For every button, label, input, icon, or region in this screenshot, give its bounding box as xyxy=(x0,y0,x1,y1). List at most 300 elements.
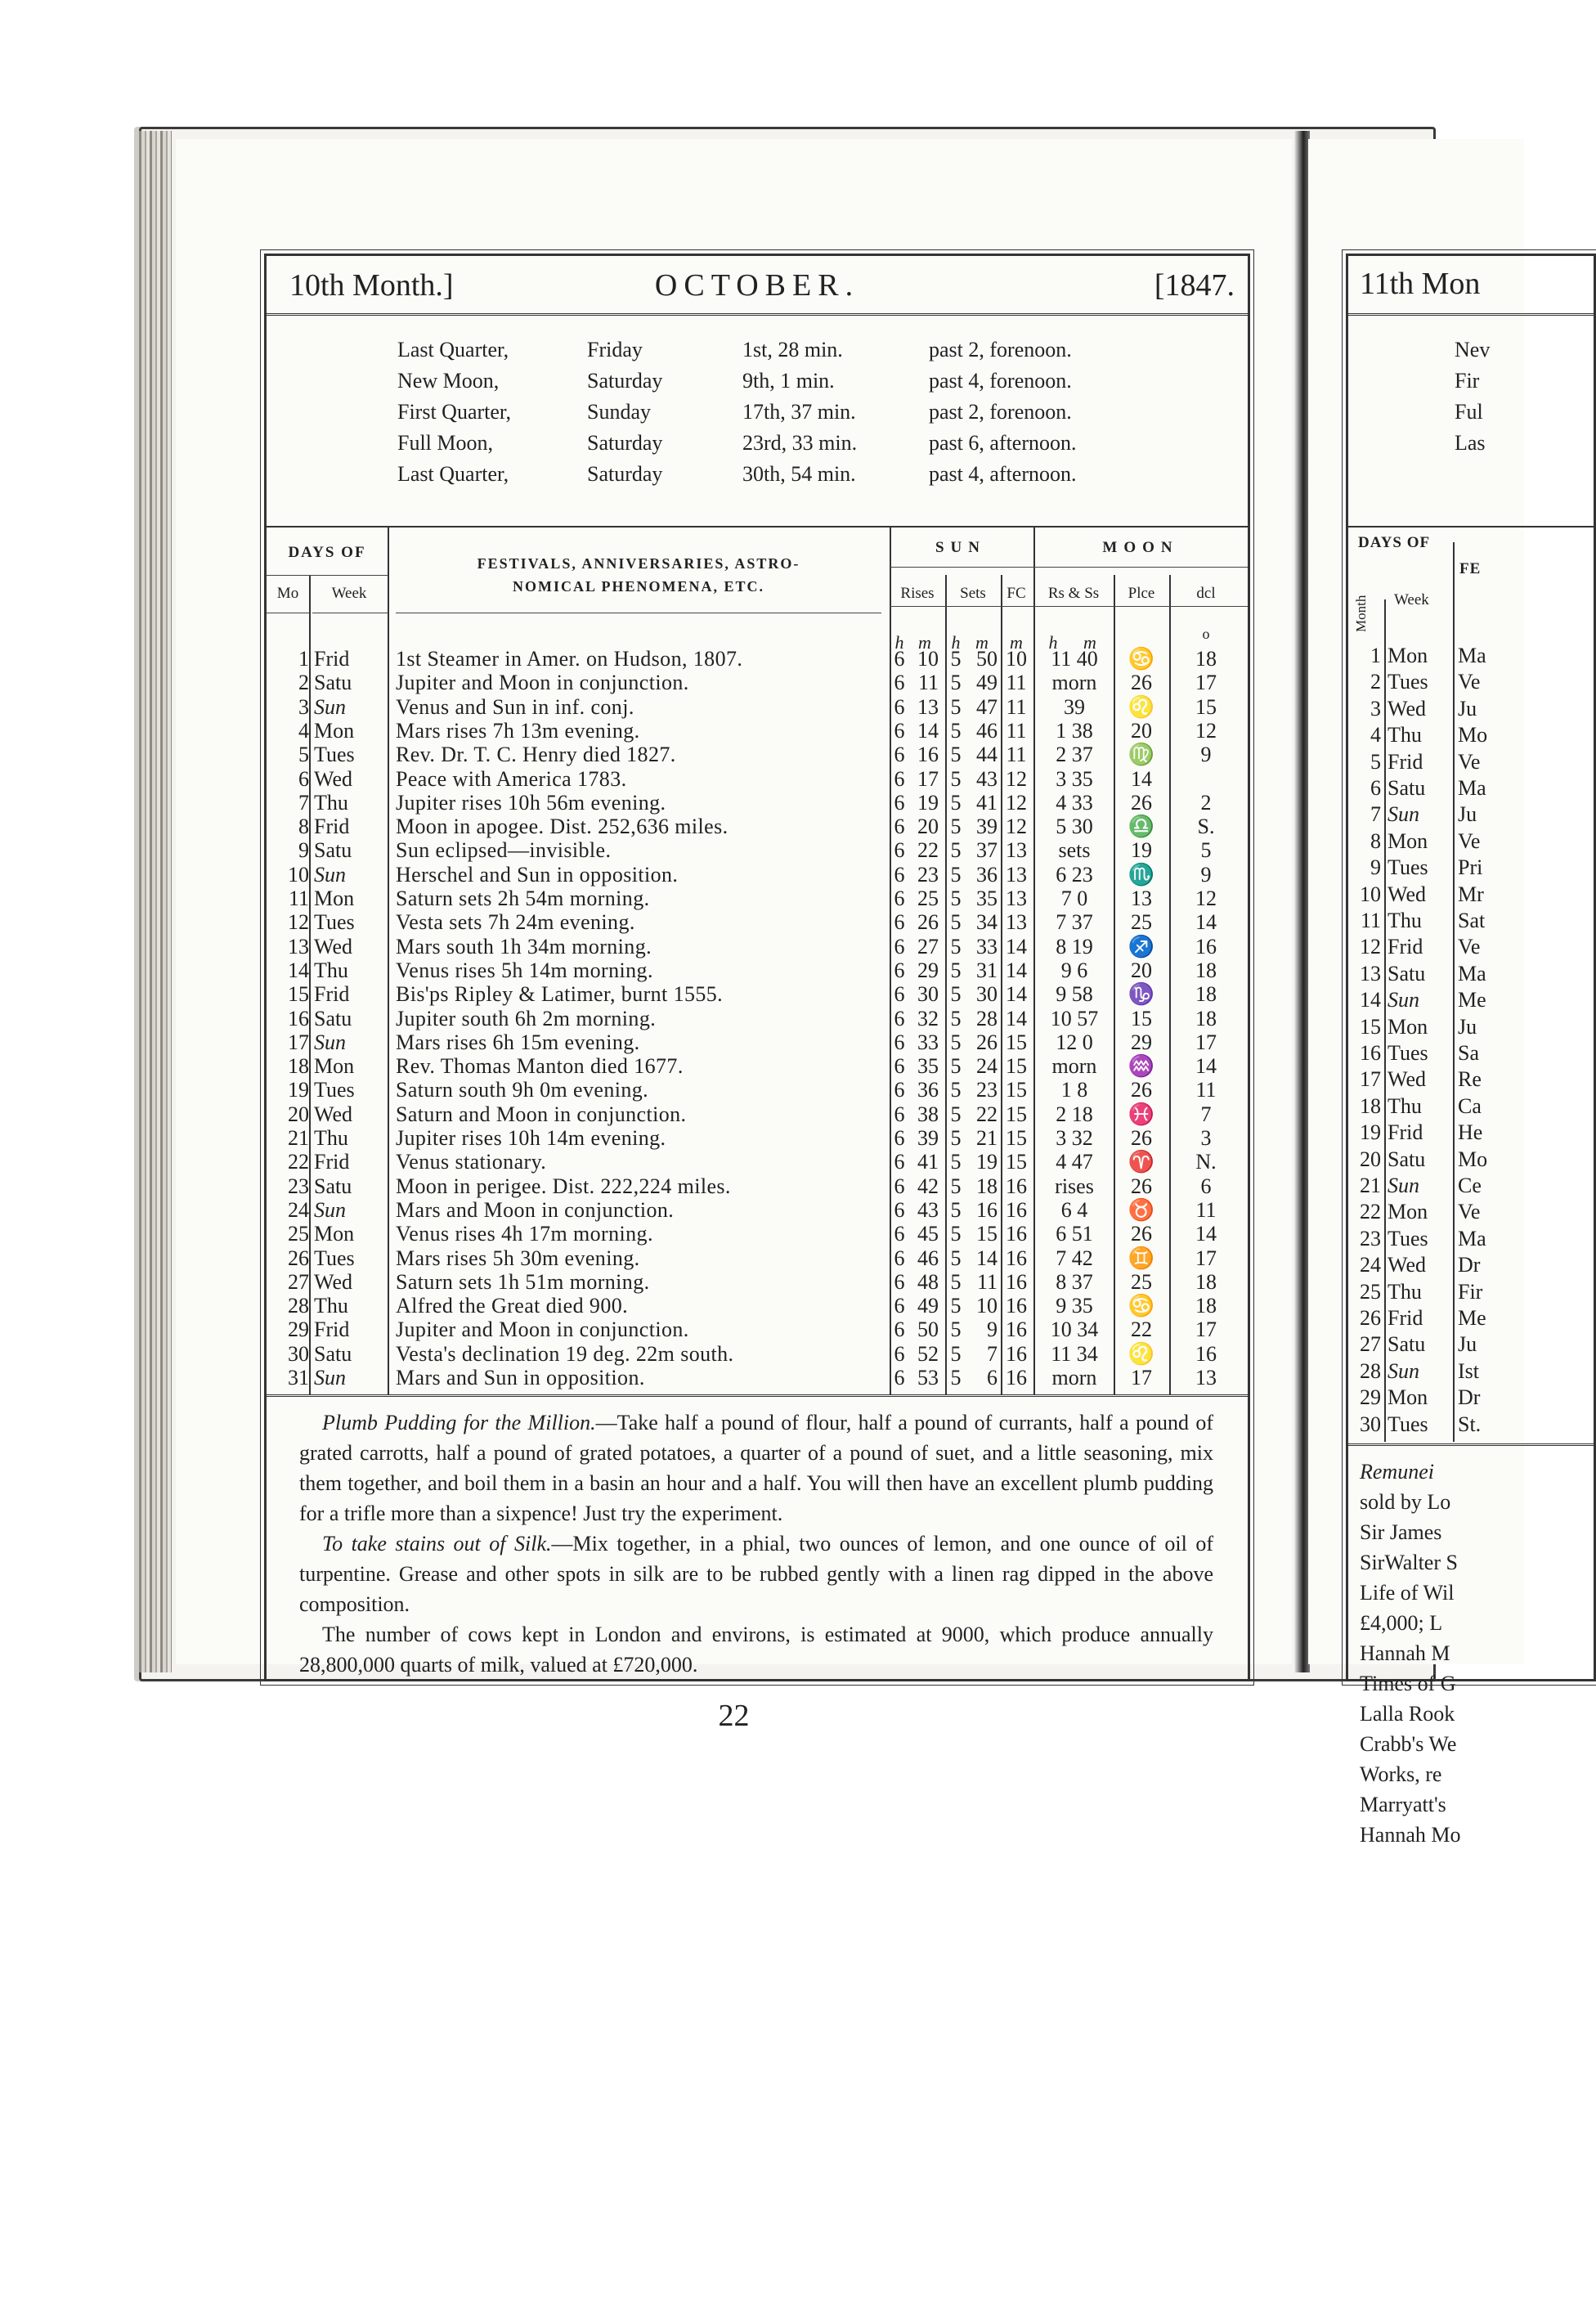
table-row xyxy=(267,716,1248,743)
next-bottom-line: Hannah M xyxy=(1360,1641,1450,1665)
sun-rise-hour: 6 xyxy=(894,1174,905,1198)
sun-set-minute: 47 xyxy=(976,694,998,719)
next-day-number: 22 xyxy=(1360,1200,1381,1224)
table-row xyxy=(267,1003,1248,1028)
day-of-month: 23 xyxy=(288,1174,309,1198)
sun-rise-minute: 49 xyxy=(917,1294,939,1318)
sun-rise-minute: 52 xyxy=(917,1341,939,1366)
moon-place: ♉ xyxy=(1128,1197,1155,1222)
fc-value: 14 xyxy=(1006,934,1027,958)
sun-rise-hour: 6 xyxy=(894,1078,905,1102)
moon-rise-set: 8 37 xyxy=(1056,1269,1093,1294)
moon-rise-set: 9 58 xyxy=(1056,982,1093,1007)
event-text: Mars and Moon in conjunction. xyxy=(396,1197,675,1222)
phase-time: past 4, forenoon. xyxy=(929,369,1072,393)
next-day-number: 7 xyxy=(1370,802,1381,827)
next-event-text: Ve xyxy=(1458,749,1481,774)
day-of-week: Mon xyxy=(314,887,355,910)
next-moon-phases xyxy=(1455,334,1490,459)
sun-set-hour: 5 xyxy=(950,1341,962,1366)
next-event-text: He xyxy=(1458,1120,1483,1145)
table-row xyxy=(267,979,1248,1007)
next-day-number: 26 xyxy=(1360,1306,1381,1330)
sun-set-hour: 5 xyxy=(950,1030,962,1054)
moon-place: 25 xyxy=(1131,910,1152,935)
moon-declination: 13 xyxy=(1195,1366,1217,1389)
sun-rise-minute: 50 xyxy=(917,1318,939,1342)
moon-declination: 7 xyxy=(1200,1102,1212,1126)
day-of-month: 29 xyxy=(288,1318,309,1342)
page-number: 22 xyxy=(718,1699,750,1733)
recipes-section xyxy=(299,1407,1213,1680)
next-table-bottom xyxy=(1348,1443,1594,1446)
unit-m: m xyxy=(1083,632,1096,653)
table-row xyxy=(267,1267,1248,1294)
sun-set-minute: 46 xyxy=(976,718,998,743)
next-table-rule xyxy=(1348,526,1594,527)
phase-day: Friday xyxy=(587,338,643,361)
moon-rise-set: 12 0 xyxy=(1056,1030,1093,1054)
day-of-week: Sun xyxy=(314,1030,346,1054)
table-row xyxy=(267,835,1248,863)
day-of-month: 11 xyxy=(288,887,309,910)
next-day-number: 19 xyxy=(1360,1120,1381,1145)
moon-place: 26 xyxy=(1131,1174,1152,1198)
next-month-title: 11th Mon xyxy=(1360,267,1481,301)
sun-rise-minute: 41 xyxy=(917,1150,939,1174)
moon-rise-set: 10 57 xyxy=(1050,1006,1099,1030)
next-day-of-week: Frid xyxy=(1388,935,1423,959)
table-row xyxy=(267,1099,1248,1124)
fc-value: 16 xyxy=(1006,1197,1027,1222)
event-text: Alfred the Great died 900. xyxy=(396,1294,629,1318)
moon-place: 26 xyxy=(1131,671,1152,695)
sun-set-hour: 5 xyxy=(950,743,962,767)
sun-set-minute: 21 xyxy=(976,1126,998,1150)
next-event-text: Sat xyxy=(1458,909,1486,932)
moon-place: 13 xyxy=(1131,887,1152,910)
day-of-month: 25 xyxy=(288,1222,309,1246)
sun-rise-hour: 6 xyxy=(894,1246,905,1270)
day-of-month: 30 xyxy=(288,1341,309,1366)
table-row xyxy=(267,860,1248,887)
next-day-of-week: Thu xyxy=(1388,1279,1422,1304)
event-text: Mars rises 6h 15m evening. xyxy=(396,1030,640,1054)
sun-rise-hour: 6 xyxy=(894,766,905,791)
next-festivals-header: FE xyxy=(1459,560,1482,577)
next-day-of-week: Mon xyxy=(1388,828,1428,853)
fc-value: 10 xyxy=(1006,647,1027,671)
day-of-week: Mon xyxy=(314,1222,355,1246)
header-rule xyxy=(890,567,1248,568)
day-of-week: Wed xyxy=(314,766,352,791)
sun-rise-minute: 17 xyxy=(917,766,939,791)
fc-value: 13 xyxy=(1006,887,1027,910)
event-text: Jupiter and Moon in conjunction. xyxy=(396,671,689,695)
table-row xyxy=(267,932,1248,956)
moon-declination: 9 xyxy=(1200,862,1212,887)
next-day-number: 5 xyxy=(1370,749,1381,774)
sun-set-minute: 15 xyxy=(976,1222,998,1246)
sun-rise-hour: 6 xyxy=(894,838,905,863)
next-day-number: 6 xyxy=(1370,776,1381,800)
book-spine xyxy=(139,131,172,1672)
moon-header: MOON xyxy=(1102,539,1179,556)
sun-rise-minute: 13 xyxy=(917,694,939,719)
day-of-month: 6 xyxy=(298,766,309,791)
moon-declination: 18 xyxy=(1195,1269,1217,1294)
moon-declination: 17 xyxy=(1195,671,1217,695)
next-day-number: 27 xyxy=(1360,1332,1381,1357)
moon-rise-set: 6 23 xyxy=(1056,862,1093,887)
day-of-week: Tues xyxy=(314,1078,355,1102)
sun-set-hour: 5 xyxy=(950,1078,962,1102)
sun-rise-minute: 26 xyxy=(917,910,939,935)
table-row xyxy=(267,764,1248,791)
next-day-of-week: Sun xyxy=(1388,1358,1419,1383)
moon-rise-set: morn xyxy=(1051,671,1097,695)
sun-rise-minute: 39 xyxy=(917,1126,939,1150)
day-of-week: Tues xyxy=(314,743,355,767)
event-text: Mars rises 7h 13m evening. xyxy=(396,718,640,743)
phase-date: 9th, 1 min. xyxy=(742,369,835,393)
event-text: Saturn sets 1h 51m morning. xyxy=(396,1269,650,1294)
phase-time: past 2, forenoon. xyxy=(929,338,1072,361)
table-row xyxy=(267,1051,1248,1079)
sun-set-minute: 24 xyxy=(976,1054,998,1079)
next-day-of-week: Sun xyxy=(1388,1174,1419,1197)
fc-value: 16 xyxy=(1006,1246,1027,1270)
day-of-month: 28 xyxy=(288,1294,309,1318)
next-day-number: 18 xyxy=(1360,1093,1381,1118)
table-row xyxy=(267,644,1248,671)
next-event-text: Ist xyxy=(1458,1358,1479,1383)
page-frame xyxy=(264,254,1250,1681)
moon-place: ♋ xyxy=(1128,1294,1155,1318)
sun-set-hour: 5 xyxy=(950,1006,962,1030)
silk-stains-text: —Mix together, in a phial, two ounces of lemon, and one ounce of oil of turpentine. Grease and other spots in silk are to be rubbed gently with a linen rag dipped in the above composition. xyxy=(299,1532,1213,1616)
next-event-text: Sa xyxy=(1458,1041,1479,1065)
unit-degree: o xyxy=(1202,626,1210,642)
moon-place: 22 xyxy=(1131,1318,1152,1342)
header-rule xyxy=(267,575,388,576)
day-of-week: Thu xyxy=(314,958,348,982)
sun-set-minute: 36 xyxy=(976,862,998,887)
plum-pudding-paragraph xyxy=(299,1407,1213,1529)
next-day-number: 24 xyxy=(1360,1253,1381,1277)
moon-place: ♎ xyxy=(1128,815,1155,839)
fc-value: 16 xyxy=(1006,1341,1027,1366)
sun-set-minute: 50 xyxy=(976,647,998,671)
event-text: Moon in apogee. Dist. 252,636 miles. xyxy=(396,815,729,839)
event-text: Jupiter rises 10h 14m evening. xyxy=(396,1126,666,1150)
table-row xyxy=(267,811,1248,839)
event-text: Rev. Dr. T. C. Henry died 1827. xyxy=(396,743,676,767)
sun-rise-hour: 6 xyxy=(894,1054,905,1079)
moon-place: 20 xyxy=(1131,958,1152,982)
moon-place: ♒ xyxy=(1128,1054,1155,1079)
next-page xyxy=(1308,139,1524,1847)
moon-rise-set: 4 33 xyxy=(1056,790,1093,815)
sun-set-minute: 35 xyxy=(976,887,998,910)
sun-rise-minute: 19 xyxy=(917,790,939,815)
event-text: Saturn and Moon in conjunction. xyxy=(396,1102,687,1126)
moon-rise-set: 39 xyxy=(1064,694,1085,719)
event-text: Mars south 1h 34m morning. xyxy=(396,934,652,958)
next-event-text: Pri xyxy=(1458,855,1483,880)
sun-rise-minute: 36 xyxy=(917,1078,939,1102)
moon-declination: 16 xyxy=(1195,934,1217,958)
fc-value: 13 xyxy=(1006,838,1027,863)
sun-set-minute: 43 xyxy=(976,766,998,791)
sun-set-minute: 7 xyxy=(987,1341,998,1366)
silk-stains-paragraph xyxy=(299,1529,1213,1619)
moon-declination: 9 xyxy=(1200,743,1212,767)
next-day-number: 1 xyxy=(1370,644,1381,667)
sun-set-minute: 31 xyxy=(976,958,998,982)
sun-set-minute: 16 xyxy=(976,1197,998,1222)
table-row xyxy=(267,1219,1248,1246)
sun-rise-hour: 6 xyxy=(894,1102,905,1126)
next-event-text: Mr xyxy=(1458,882,1484,906)
next-day-of-week: Thu xyxy=(1388,723,1422,747)
table-row xyxy=(267,739,1248,767)
mo-header: Mo xyxy=(276,585,299,602)
fc-value: 11 xyxy=(1006,718,1027,743)
next-day-of-week: Wed xyxy=(1388,696,1426,721)
moon-place: ♐ xyxy=(1128,934,1155,958)
table-row xyxy=(267,1243,1248,1268)
next-day-number: 8 xyxy=(1370,828,1381,853)
moon-declination: 14 xyxy=(1195,1222,1217,1246)
moon-rise-set: 7 42 xyxy=(1056,1246,1093,1270)
sun-rise-hour: 6 xyxy=(894,910,905,935)
sun-set-minute: 23 xyxy=(976,1078,998,1102)
day-of-week: Sun xyxy=(314,1197,346,1222)
moon-rise-set: rises xyxy=(1055,1174,1094,1198)
table-row xyxy=(267,883,1248,908)
sun-set-hour: 5 xyxy=(950,887,962,910)
moon-place: 26 xyxy=(1131,1222,1152,1246)
sun-set-hour: 5 xyxy=(950,1246,962,1270)
sun-set-hour: 5 xyxy=(950,671,962,695)
sun-rise-minute: 42 xyxy=(917,1174,939,1198)
phase-name: Full Moon, xyxy=(397,431,494,455)
day-of-month: 27 xyxy=(288,1269,309,1294)
next-day-of-week: Satu xyxy=(1388,776,1426,800)
day-of-month: 1 xyxy=(298,647,309,671)
moon-place: ♓ xyxy=(1128,1102,1155,1126)
sun-rise-minute: 16 xyxy=(917,743,939,767)
next-bottom-line: SirWalter S xyxy=(1360,1551,1458,1574)
sun-rise-hour: 6 xyxy=(894,1318,905,1342)
next-event-text: Me xyxy=(1458,1306,1486,1330)
sun-rise-minute: 25 xyxy=(917,887,939,910)
sun-set-hour: 5 xyxy=(950,1054,962,1079)
day-of-month: 3 xyxy=(298,694,309,719)
next-day-of-week: Sun xyxy=(1388,988,1419,1012)
next-bottom-line: £4,000; L xyxy=(1360,1611,1443,1635)
sun-rise-hour: 6 xyxy=(894,1126,905,1150)
moon-place: 14 xyxy=(1131,766,1152,791)
sun-rise-hour: 6 xyxy=(894,1197,905,1222)
plum-pudding-title: Plumb Pudding for the Million. xyxy=(322,1411,596,1434)
day-of-week: Tues xyxy=(314,910,355,935)
sun-rise-minute: 27 xyxy=(917,934,939,958)
rises-header: Rises xyxy=(900,585,935,602)
event-text: Jupiter and Moon in conjunction. xyxy=(396,1318,689,1342)
day-of-week: Wed xyxy=(314,1269,352,1294)
phase-date: 23rd, 33 min. xyxy=(742,431,858,455)
table-row xyxy=(267,1027,1248,1052)
day-of-month: 16 xyxy=(288,1006,309,1030)
moon-declination: 18 xyxy=(1195,1294,1217,1318)
phase-day: Sunday xyxy=(587,400,651,424)
moon-place: ♈ xyxy=(1128,1150,1155,1174)
table-row xyxy=(267,907,1248,935)
sun-rise-hour: 6 xyxy=(894,934,905,958)
day-of-week: Thu xyxy=(314,790,348,815)
next-day-of-week: Tues xyxy=(1388,1412,1428,1436)
moon-declination: 11 xyxy=(1195,1078,1217,1102)
page-header xyxy=(267,256,1248,316)
day-of-month: 15 xyxy=(288,982,309,1007)
fc-value: 13 xyxy=(1006,910,1027,935)
moon-rise-set: 3 32 xyxy=(1056,1126,1093,1150)
day-of-month: 13 xyxy=(288,934,309,958)
declination-header: dcl xyxy=(1196,585,1216,602)
sun-rise-hour: 6 xyxy=(894,1222,905,1246)
next-event-text: Ve xyxy=(1458,828,1481,853)
day-of-week: Wed xyxy=(314,934,352,958)
moon-declination: 15 xyxy=(1195,694,1217,719)
phase-name: Last Quarter, xyxy=(397,462,509,486)
fc-value: 11 xyxy=(1006,694,1027,719)
phase-day: Saturday xyxy=(587,431,663,455)
sun-set-minute: 28 xyxy=(976,1006,998,1030)
moon-rise-set: 11 34 xyxy=(1051,1341,1098,1366)
sun-rise-hour: 6 xyxy=(894,790,905,815)
moon-place: 26 xyxy=(1131,1078,1152,1102)
next-event-text: Ju xyxy=(1458,696,1477,721)
day-of-month: 19 xyxy=(288,1078,309,1102)
next-event-text: Fir xyxy=(1458,1279,1483,1304)
next-day-of-week: Tues xyxy=(1388,670,1428,694)
moon-phases xyxy=(397,334,1133,490)
day-of-week: Satu xyxy=(314,1341,352,1366)
day-of-week: Frid xyxy=(314,647,350,671)
table-row xyxy=(267,667,1248,695)
table-row xyxy=(267,692,1248,719)
unit-m: m xyxy=(975,632,989,653)
moon-rise-set: morn xyxy=(1051,1054,1097,1079)
sun-set-hour: 5 xyxy=(950,910,962,935)
month-number: 10th Month.] xyxy=(289,268,454,303)
next-day-number: 9 xyxy=(1370,855,1381,880)
next-bottom-text xyxy=(1360,1457,1460,1850)
phase-date: 17th, 37 min. xyxy=(742,400,856,424)
next-day-of-week: Tues xyxy=(1388,855,1428,880)
phase-day: Saturday xyxy=(587,369,663,393)
next-day-of-week: Mon xyxy=(1388,1200,1428,1224)
moon-phase-line xyxy=(397,366,1133,397)
day-of-week: Sun xyxy=(314,1366,346,1389)
day-of-week: Satu xyxy=(314,671,352,695)
day-of-week: Frid xyxy=(314,982,350,1007)
moon-place: 25 xyxy=(1131,1269,1152,1294)
sun-set-minute: 6 xyxy=(987,1366,998,1389)
next-day-of-week: Tues xyxy=(1388,1041,1428,1065)
next-bottom-line: Remunei xyxy=(1360,1460,1434,1484)
next-header-rule xyxy=(1348,313,1594,316)
sun-set-minute: 14 xyxy=(976,1246,998,1270)
next-event-text: Mo xyxy=(1458,1147,1488,1171)
next-event-text: Dr xyxy=(1458,1253,1481,1277)
fc-value: 16 xyxy=(1006,1318,1027,1342)
fc-value: 12 xyxy=(1006,815,1027,839)
next-table-row xyxy=(1348,1409,1594,1440)
next-event-text: Ca xyxy=(1458,1093,1482,1118)
next-event-text: Re xyxy=(1458,1067,1482,1092)
next-bottom-line: Crabb's We xyxy=(1360,1732,1457,1756)
sun-set-minute: 34 xyxy=(976,910,998,935)
sun-rise-hour: 6 xyxy=(894,862,905,887)
sun-rise-minute: 11 xyxy=(917,671,939,695)
table-row xyxy=(267,1314,1248,1342)
fc-value: 16 xyxy=(1006,1174,1027,1198)
day-of-month: 9 xyxy=(298,838,309,863)
sun-set-minute: 49 xyxy=(976,671,998,695)
sun-rise-hour: 6 xyxy=(894,1150,905,1174)
next-page-frame xyxy=(1346,254,1596,1847)
event-text: 1st Steamer in Amer. on Hudson, 1807. xyxy=(396,647,743,671)
moon-declination: 18 xyxy=(1195,647,1217,671)
day-of-month: 2 xyxy=(298,671,309,695)
sun-rise-hour: 6 xyxy=(894,1269,905,1294)
next-event-text: Ma xyxy=(1458,961,1486,985)
day-of-month: 10 xyxy=(288,862,309,887)
next-event-text: Ve xyxy=(1458,935,1481,959)
event-text: Saturn south 9h 0m evening. xyxy=(396,1078,649,1102)
day-of-month: 12 xyxy=(288,910,309,935)
day-of-month: 17 xyxy=(288,1030,309,1054)
next-event-text: Ma xyxy=(1458,776,1486,800)
next-day-number: 2 xyxy=(1370,670,1381,694)
next-bottom-line: Hannah Mo xyxy=(1360,1823,1461,1847)
event-text: Mars and Sun in opposition. xyxy=(396,1366,645,1389)
next-day-of-week: Sun xyxy=(1388,802,1419,827)
phase-name: Last Quarter, xyxy=(397,338,509,361)
phase-time: past 2, forenoon. xyxy=(929,400,1072,424)
table-row xyxy=(267,1362,1248,1387)
moon-place: ♏ xyxy=(1128,862,1155,887)
next-day-of-week: Wed xyxy=(1388,1253,1426,1277)
next-day-number: 30 xyxy=(1360,1412,1381,1436)
fc-value: 15 xyxy=(1006,1126,1027,1150)
calendar-table xyxy=(267,526,1248,1397)
day-of-month: 18 xyxy=(288,1054,309,1079)
fc-value: 12 xyxy=(1006,766,1027,791)
next-phase-line: Fir xyxy=(1455,369,1480,393)
silk-stains-title: To take stains out of Silk. xyxy=(322,1532,552,1556)
next-bottom-line: sold by Lo xyxy=(1360,1490,1451,1514)
day-of-month: 7 xyxy=(298,790,309,815)
sun-rise-minute: 10 xyxy=(917,647,939,671)
plum-pudding-text: —Take half a pound of flour, half a pound of currants, half a pound of grated carrotts, half a pound of grated potatoes, a quarter of a pound of suet, and a little seasoning, mix them together, and boil them in a basin an hour and a half. You will then have an excellent plumb pudding for a trifle more than a sixpence! Just try the experiment. xyxy=(299,1411,1213,1525)
day-of-month: 8 xyxy=(298,815,309,839)
moon-place: ♌ xyxy=(1128,1341,1155,1366)
table-row xyxy=(267,1171,1248,1196)
